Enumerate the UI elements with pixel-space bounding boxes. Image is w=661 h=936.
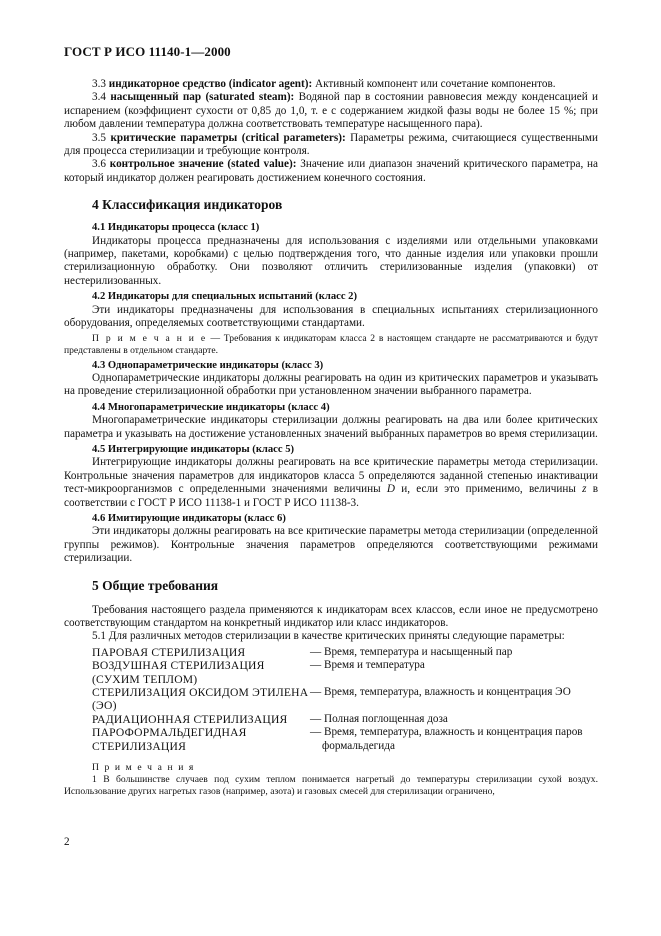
note-label: П р и м е ч а н и е bbox=[92, 332, 207, 344]
def-term: критические параметры (critical parameters): bbox=[110, 131, 346, 144]
note-1: 1 В большинстве случаев под сухим теплом понимается нагретый до температуры стерилизации сухой воздух. Использование других нагретых газов (например, азота) и газовых смесей для стерилизации ограничено, bbox=[64, 774, 598, 798]
method-params: — Время, температура, влажность и концентрация ЭО bbox=[310, 686, 571, 699]
method-row bbox=[92, 686, 598, 713]
method-row bbox=[92, 659, 598, 686]
subsection-4-5-text bbox=[64, 456, 598, 510]
method-params: — Время и температура bbox=[310, 659, 425, 672]
subsection-5-1-text: 5.1 Для различных методов стерилизации в качестве критических приняты следующие параметры: bbox=[92, 630, 565, 643]
method-params: — Время, температура, влажность и концентрация паров формальдегида bbox=[310, 726, 583, 752]
definition-3-5 bbox=[64, 132, 598, 159]
symbol-d: D bbox=[386, 483, 395, 496]
def-num: 3.3 bbox=[92, 78, 106, 90]
def-term: индикаторное средство (indicator agent): bbox=[108, 78, 313, 90]
subsection-4-4-heading: 4.4 Многопараметрические индикаторы (класс 4) bbox=[92, 401, 330, 413]
method-row bbox=[92, 726, 598, 753]
page-number: 2 bbox=[64, 836, 70, 848]
definition-3-6 bbox=[64, 158, 598, 185]
section-5-intro: Требования настоящего раздела применяются к индикаторам всех классов, если иное не предусмотрено соответствующим стандартом на конкретный индикатор или класс индикаторов. bbox=[64, 603, 598, 629]
section-5-heading: 5 Общие требования bbox=[92, 577, 219, 593]
def-term: насыщенный пар (saturated steam): bbox=[110, 91, 295, 104]
method-name: РАДИАЦИОННАЯ СТЕРИЛИЗАЦИЯ bbox=[92, 712, 288, 726]
subsection-4-3-heading: 4.3 Однопараметрические индикаторы (класс 3) bbox=[92, 359, 324, 371]
subsection-4-5-heading: 4.5 Интегрирующие индикаторы (класс 5) bbox=[92, 443, 295, 455]
notes-heading: П р и м е ч а н и я bbox=[92, 762, 195, 774]
document-header: ГОСТ Р ИСО 11140-1—2000 bbox=[64, 44, 231, 59]
text-fragment: Интегрирующие индикаторы должны реагировать на все критические параметры метода стерилизации. Контрольные значения параметров для индикаторов класса 5 определяются заданной степенью инактивации тест-микроорганизмов с определенными значениями величины bbox=[64, 456, 598, 496]
def-num: 3.6 bbox=[92, 158, 106, 171]
def-text: Водяной пар в состоянии равновесия между конденсацией и испарением (коэффициент сухости от 0,85 до 1,0, т. е с содержанием жидкой фазы воды не более 15 %; при любом давлении температура должна соответствовать температуре насыщенного пара). bbox=[64, 91, 598, 131]
subsection-4-1-text: Индикаторы процесса предназначены для использования с изделиями или отдельными упаковками (например, пакетами, коробками) с целью подтверждения того, что данные изделия или упаковки прошли стерилизационную обработку. Они позволяют отличить стерилизованные изделия (упаковки) от нестерилизованных. bbox=[64, 234, 598, 287]
subsection-4-1-heading: 4.1 Индикаторы процесса (класс 1) bbox=[92, 222, 260, 234]
method-name: ВОЗДУШНАЯ СТЕРИЛИЗАЦИЯ (СУХИМ ТЕПЛОМ) bbox=[92, 659, 265, 686]
subsection-4-6-text: Эти индикаторы должны реагировать на все критические параметры метода стерилизации (определенной группы режимов). Контрольные значения параметров определяются соответствующими режимами стерилизации. bbox=[64, 525, 598, 565]
method-name: СТЕРИЛИЗАЦИЯ ОКСИДОМ ЭТИЛЕНА (ЭО) bbox=[92, 686, 309, 713]
def-text: Активный компонент или сочетание компонентов. bbox=[314, 78, 556, 90]
symbol-z: z bbox=[582, 483, 587, 496]
note-4-2 bbox=[64, 333, 598, 357]
method-row bbox=[92, 713, 598, 726]
text-fragment: и, если это применимо, величины bbox=[394, 483, 583, 496]
def-text: Параметры режима, считающиеся существенными для процесса стерилизации и требующие контроля. bbox=[64, 131, 599, 158]
def-text: Значение или диапазон значений критического параметра, на который индикатор должен реагировать достижением конечного состояния. bbox=[64, 158, 599, 184]
method-params: — Время, температура и насыщенный пар bbox=[310, 645, 513, 658]
definition-3-3 bbox=[64, 78, 598, 91]
subsection-4-2-heading: 4.2 Индикаторы для специальных испытаний (класс 2) bbox=[92, 291, 358, 303]
def-term: контрольное значение (stated value): bbox=[109, 158, 297, 171]
subsection-4-6-heading: 4.6 Имитирующие индикаторы (класс 6) bbox=[92, 512, 286, 524]
definition-3-4 bbox=[64, 91, 598, 131]
subsection-4-3-text: Однопараметрические индикаторы должны реагировать на один из критических параметров и указывать на проведение стерилизационной обработки при установленном значении выбранного параметра. bbox=[64, 371, 598, 398]
def-num: 3.5 bbox=[92, 131, 106, 144]
subsection-4-2-text: Эти индикаторы предназначены для использования в специальных испытаниях стерилизационного оборудования, определяемых соответствующими стандартами. bbox=[64, 303, 598, 330]
section-4-heading: 4 Классификация индикаторов bbox=[92, 197, 283, 213]
sterilization-methods-list bbox=[92, 646, 598, 753]
method-row bbox=[92, 646, 598, 659]
def-num: 3.4 bbox=[92, 91, 106, 104]
note-text: — Требования к индикаторам класса 2 в настоящем стандарте не рассматриваются и будут представлены в отдельном стандарте. bbox=[64, 332, 598, 356]
method-name: ПАРОВАЯ СТЕРИЛИЗАЦИЯ bbox=[92, 645, 246, 659]
subsection-4-4-text: Многопараметрические индикаторы стерилизации должны реагировать на два или более критических параметра и указывать на достижение установленных значений выбранных параметров во время стерилизации. bbox=[64, 414, 598, 440]
method-name: ПАРОФОРМАЛЬДЕГИДНАЯ СТЕРИЛИЗАЦИЯ bbox=[92, 726, 247, 753]
method-params: — Полная поглощенная доза bbox=[310, 712, 448, 725]
page-content bbox=[64, 78, 598, 798]
text-fragment: в соответствии с ГОСТ Р ИСО 11138-1 и ГОСТ Р ИСО 11138-3. bbox=[64, 483, 598, 509]
